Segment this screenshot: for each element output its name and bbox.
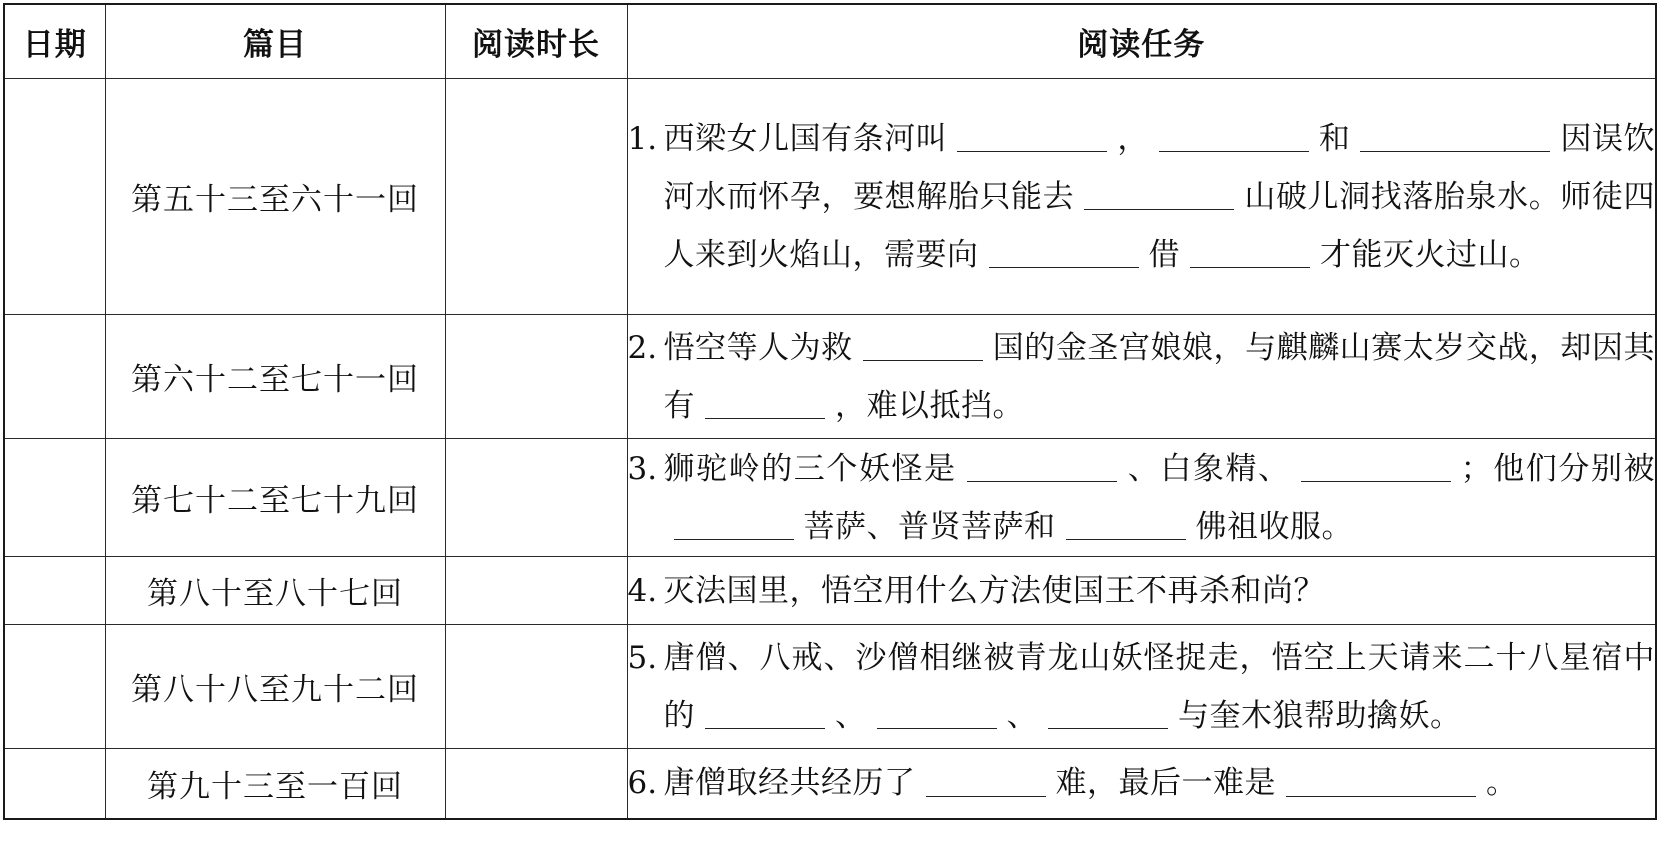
header-duration: 阅读时长	[445, 4, 627, 79]
task-cell	[627, 625, 1656, 749]
header-chapters: 篇目	[105, 4, 445, 79]
task-number: 4.	[627, 572, 658, 609]
answer-blank[interactable]	[674, 507, 794, 541]
table-row	[4, 749, 1656, 819]
table-row	[4, 79, 1656, 315]
task-cell	[627, 439, 1656, 557]
header-date: 日期	[4, 4, 105, 79]
date-cell[interactable]	[4, 625, 105, 749]
task-number: 3.	[627, 450, 658, 487]
table-row	[4, 557, 1656, 625]
chapters-cell: 第八十八至九十二回	[105, 625, 445, 749]
header-row	[4, 4, 1656, 79]
table-row	[4, 439, 1656, 557]
answer-blank[interactable]	[1301, 449, 1451, 483]
answer-blank[interactable]	[957, 119, 1107, 153]
chapters-cell: 第五十三至六十一回	[105, 79, 445, 315]
task-number: 5.	[627, 639, 658, 676]
date-cell[interactable]	[4, 557, 105, 625]
task-cell	[627, 79, 1656, 315]
task-cell	[627, 557, 1656, 625]
task-text: 唐僧、八戒、沙僧相继被青龙山妖怪捉走，悟空上天请来二十八星宿中的 、 、 与奎木狼帮助擒妖。	[663, 639, 1655, 734]
task-text: 灭法国里，悟空用什么方法使国王不再杀和尚？	[663, 572, 1325, 609]
task-number: 6.	[627, 765, 658, 802]
date-cell[interactable]	[4, 439, 105, 557]
task-cell	[627, 749, 1656, 819]
table-row	[4, 315, 1656, 439]
chapters-cell: 第七十二至七十九回	[105, 439, 445, 557]
date-cell[interactable]	[4, 315, 105, 439]
answer-blank[interactable]	[1159, 119, 1309, 153]
table-row	[4, 625, 1656, 749]
answer-blank[interactable]	[1066, 507, 1186, 541]
duration-cell[interactable]	[445, 625, 627, 749]
task-number: 1.	[627, 120, 658, 157]
task-number: 2.	[627, 329, 658, 366]
duration-cell[interactable]	[445, 439, 627, 557]
reading-plan-table	[3, 3, 1657, 820]
answer-blank[interactable]	[1190, 235, 1310, 269]
answer-blank[interactable]	[705, 386, 825, 420]
chapters-cell: 第八十至八十七回	[105, 557, 445, 625]
chapters-cell: 第六十二至七十一回	[105, 315, 445, 439]
answer-blank[interactable]	[1084, 177, 1234, 211]
answer-blank[interactable]	[705, 696, 825, 730]
task-cell	[627, 315, 1656, 439]
date-cell[interactable]	[4, 79, 105, 315]
answer-blank[interactable]	[1048, 696, 1168, 730]
answer-blank[interactable]	[1360, 119, 1550, 153]
duration-cell[interactable]	[445, 749, 627, 819]
answer-blank[interactable]	[877, 696, 997, 730]
header-task: 阅读任务	[627, 4, 1656, 79]
answer-blank[interactable]	[1286, 763, 1476, 797]
task-text: 悟空等人为救 国的金圣宫娘娘，与麒麟山赛太岁交战，却因其有 ，难以抵挡。	[663, 329, 1656, 424]
date-cell[interactable]	[4, 749, 105, 819]
answer-blank[interactable]	[863, 328, 983, 362]
answer-blank[interactable]	[967, 449, 1117, 483]
task-text: 唐僧取经共经历了 难，最后一难是 。	[663, 765, 1518, 802]
chapters-cell: 第九十三至一百回	[105, 749, 445, 819]
task-text: 狮驼岭的三个妖怪是 、白象精、 ；他们分别被菩萨、普贤菩萨和 佛祖收服。	[663, 450, 1656, 545]
duration-cell[interactable]	[445, 557, 627, 625]
duration-cell[interactable]	[445, 315, 627, 439]
answer-blank[interactable]	[926, 763, 1046, 797]
task-text: 西梁女儿国有条河叫 ， 和 因误饮河水而怀孕，要想解胎只能去 山破儿洞找落胎泉水。师徒四人来到火焰山，需要向 借 才能灭火过山。	[663, 120, 1655, 273]
duration-cell[interactable]	[445, 79, 627, 315]
answer-blank[interactable]	[989, 235, 1139, 269]
